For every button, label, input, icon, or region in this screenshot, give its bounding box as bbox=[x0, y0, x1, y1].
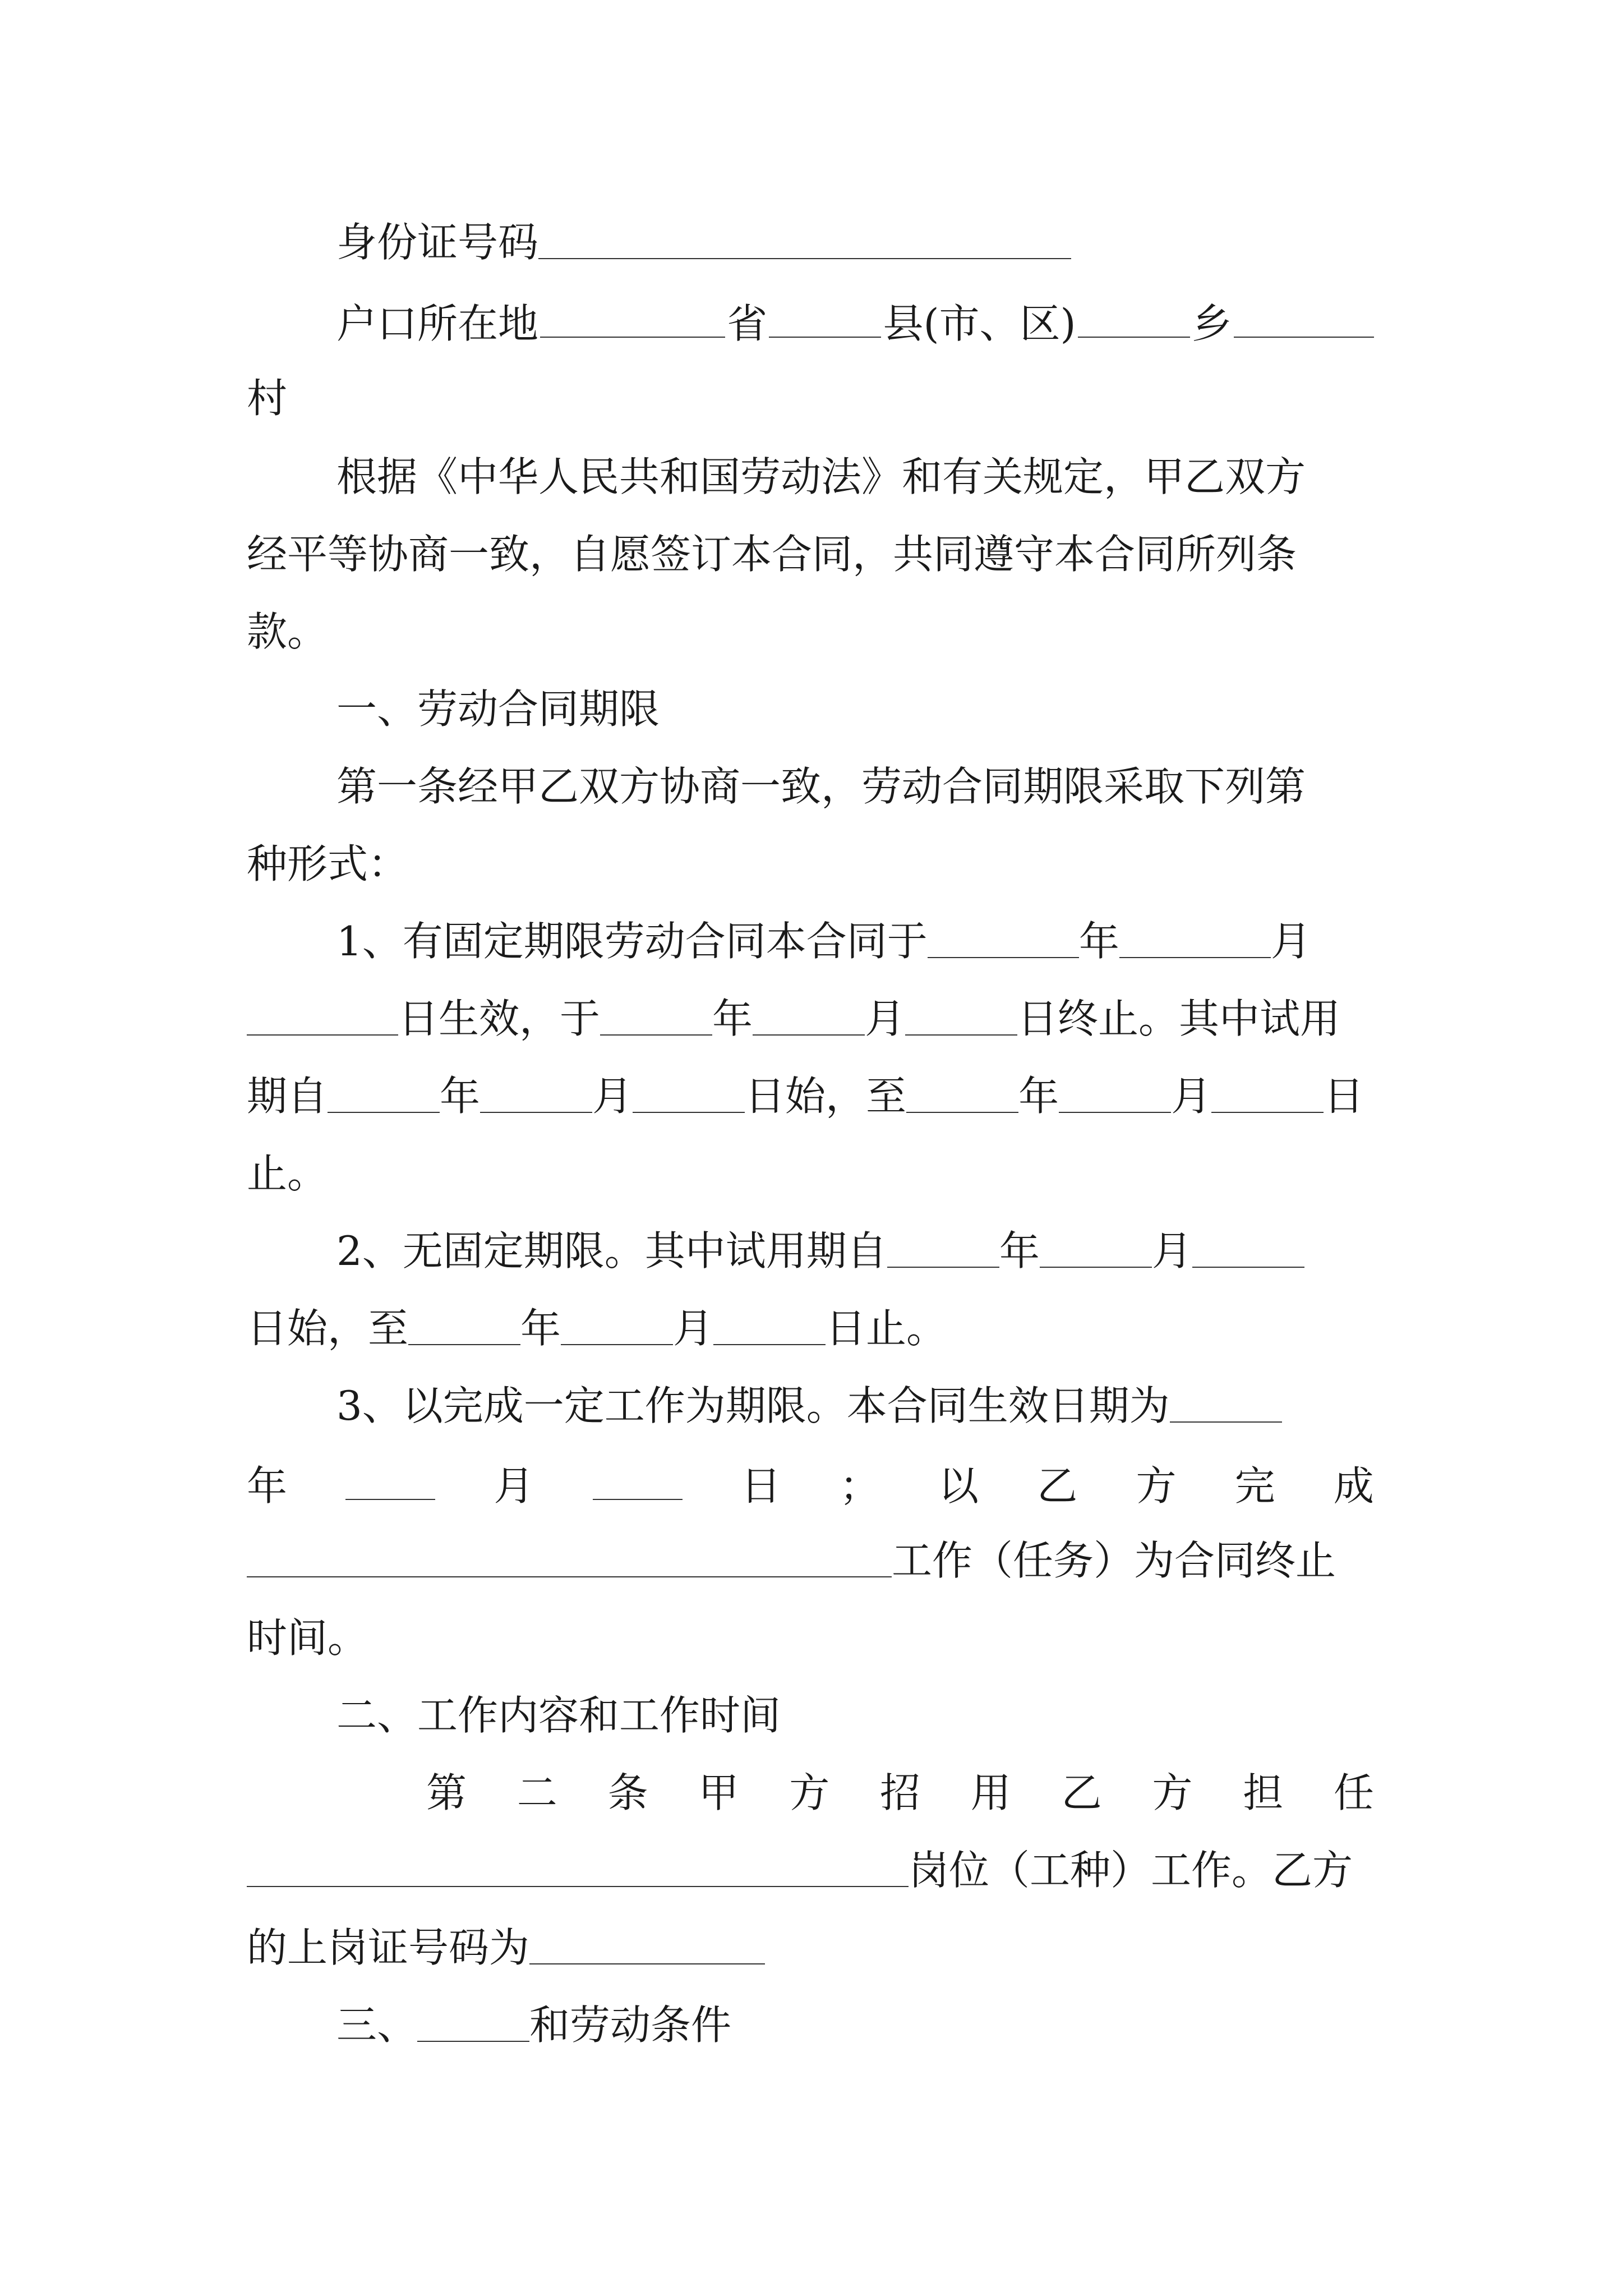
article2-char: 二 bbox=[517, 1769, 557, 1816]
blank bbox=[408, 1295, 520, 1345]
item2-line-2 bbox=[247, 1295, 947, 1362]
blank bbox=[887, 1217, 999, 1268]
blank bbox=[417, 1991, 529, 2042]
section3-suffix: 和劳动条件 bbox=[529, 2001, 732, 2049]
item3-char: 日 bbox=[740, 1462, 781, 1510]
blank bbox=[345, 1450, 435, 1500]
hukou-blank-4 bbox=[1234, 287, 1374, 338]
hukou-blank-2 bbox=[769, 287, 881, 338]
blank bbox=[905, 985, 1017, 1036]
preamble-line-1: 根据《中华人民共和国劳动法》和有关规定，甲乙双方 bbox=[336, 453, 1306, 500]
id-number-blank bbox=[538, 209, 1071, 259]
blank bbox=[1192, 1217, 1304, 1268]
article2-post: 岗位（工种）工作。乙方 bbox=[909, 1847, 1353, 1894]
blank bbox=[753, 985, 865, 1036]
blank bbox=[247, 1837, 909, 1887]
hukou-village: 村 bbox=[247, 375, 288, 422]
section2-heading: 二、工作内容和工作时间 bbox=[336, 1692, 781, 1739]
article2-cert: 的上岗证号码为 bbox=[247, 1924, 530, 1971]
preamble-line-2: 经平等协商一致，自愿签订本合同，共同遵守本合同所列条 bbox=[247, 531, 1297, 578]
item1-year-3: 年 bbox=[440, 1073, 481, 1120]
hukou-province: 省 bbox=[727, 300, 768, 347]
hukou-line bbox=[336, 287, 1374, 355]
item1-line-3 bbox=[247, 1062, 1364, 1130]
hukou-blank-3 bbox=[1078, 287, 1190, 338]
article2-char: 甲 bbox=[698, 1769, 739, 1816]
item2-year-2: 年 bbox=[520, 1305, 561, 1352]
article2-char: 乙 bbox=[1061, 1769, 1102, 1816]
article2-char: 任 bbox=[1333, 1769, 1374, 1816]
hukou-county: 县(市、区) bbox=[883, 300, 1076, 347]
item1-month-2: 月 bbox=[865, 995, 906, 1042]
blank bbox=[1119, 908, 1271, 958]
item1-line-2 bbox=[247, 985, 1340, 1052]
item3-line-2 bbox=[247, 1450, 1374, 1517]
item1-day: 日 bbox=[1324, 1073, 1364, 1120]
section1-heading: 一、劳动合同期限 bbox=[336, 685, 660, 733]
item1-month-4: 月 bbox=[1171, 1073, 1212, 1120]
blank bbox=[328, 1062, 440, 1113]
item3-char: ； bbox=[839, 1462, 880, 1510]
blank bbox=[928, 908, 1079, 958]
blank bbox=[1040, 1217, 1152, 1268]
hukou-blank-1 bbox=[540, 287, 725, 338]
item1-year: 年 bbox=[1078, 918, 1119, 965]
blank bbox=[1059, 1062, 1171, 1113]
item1-year-4: 年 bbox=[1018, 1073, 1059, 1120]
article2-char: 用 bbox=[970, 1769, 1011, 1816]
item2-line-1 bbox=[336, 1217, 1304, 1285]
item3-char: 乙 bbox=[1037, 1462, 1078, 1510]
item2-lead: 2、无固定期限。其中试用期自 bbox=[336, 1227, 887, 1274]
blank bbox=[593, 1450, 683, 1500]
item1-month-3: 月 bbox=[592, 1073, 633, 1120]
item3-lead: 3、以完成一定工作为期限。本合同生效日期为 bbox=[336, 1382, 1170, 1429]
item3-month: 月 bbox=[494, 1462, 534, 1510]
item1-start: 日始，至 bbox=[745, 1073, 907, 1120]
blank bbox=[1211, 1062, 1324, 1113]
preamble-line-3: 款。 bbox=[247, 608, 328, 655]
item1-year-2: 年 bbox=[712, 995, 753, 1042]
item1-end: 日终止。其中试用 bbox=[1017, 995, 1341, 1042]
item1-effective: 日生效，于 bbox=[398, 995, 601, 1042]
hukou-township: 乡 bbox=[1191, 300, 1232, 347]
article2-line-2 bbox=[247, 1837, 1353, 1904]
article2-char: 方 bbox=[789, 1769, 830, 1816]
item2-month: 月 bbox=[1151, 1227, 1192, 1274]
blank bbox=[247, 985, 398, 1036]
item3-line-1 bbox=[336, 1372, 1282, 1439]
blank bbox=[1170, 1372, 1282, 1423]
item2-stop: 日止。 bbox=[826, 1305, 947, 1352]
item3-char: 以 bbox=[938, 1462, 979, 1510]
blank bbox=[529, 1914, 765, 1964]
blank bbox=[480, 1062, 592, 1113]
item3-char: 成 bbox=[1333, 1462, 1374, 1510]
item3-char: 完 bbox=[1234, 1462, 1275, 1510]
article2-char: 方 bbox=[1152, 1769, 1193, 1816]
item1-stop: 止。 bbox=[247, 1150, 328, 1197]
id-number-line bbox=[336, 209, 1071, 276]
item1-line-1 bbox=[336, 908, 1311, 975]
blank bbox=[600, 985, 712, 1036]
blank bbox=[713, 1295, 826, 1345]
article1-line-2: 种形式： bbox=[247, 840, 409, 887]
item1-trial-from: 期自 bbox=[247, 1073, 328, 1120]
blank bbox=[633, 1062, 745, 1113]
article2-char: 条 bbox=[607, 1769, 648, 1816]
blank bbox=[247, 1527, 892, 1577]
item3-char: 方 bbox=[1136, 1462, 1177, 1510]
item1-lead: 1、有固定期限劳动合同本合同于 bbox=[336, 918, 928, 965]
item3-time: 时间。 bbox=[247, 1614, 368, 1662]
hukou-label: 户口所在地 bbox=[336, 300, 539, 347]
article2-char: 招 bbox=[879, 1769, 920, 1816]
item2-month-2: 月 bbox=[673, 1305, 714, 1352]
article2-line-3 bbox=[247, 1914, 765, 1981]
section3-prefix: 三、 bbox=[336, 2001, 418, 2049]
item3-line-3 bbox=[247, 1527, 1336, 1594]
blank bbox=[561, 1295, 673, 1345]
item3-year: 年 bbox=[247, 1462, 288, 1510]
blank bbox=[906, 1062, 1018, 1113]
article2-char: 担 bbox=[1243, 1769, 1284, 1816]
article1-line-1: 第一条经甲乙双方协商一致，劳动合同期限采取下列第 bbox=[336, 763, 1306, 810]
id-number-label: 身份证号码 bbox=[336, 219, 539, 266]
item2-year: 年 bbox=[999, 1227, 1040, 1274]
article2-char: 第 bbox=[426, 1769, 467, 1816]
article2-line-1 bbox=[426, 1759, 1374, 1826]
item2-start: 日始，至 bbox=[247, 1305, 409, 1352]
item1-month: 月 bbox=[1270, 918, 1311, 965]
section3-heading bbox=[336, 1991, 731, 2059]
item3-task: 工作（任务）为合同终止 bbox=[892, 1537, 1336, 1584]
